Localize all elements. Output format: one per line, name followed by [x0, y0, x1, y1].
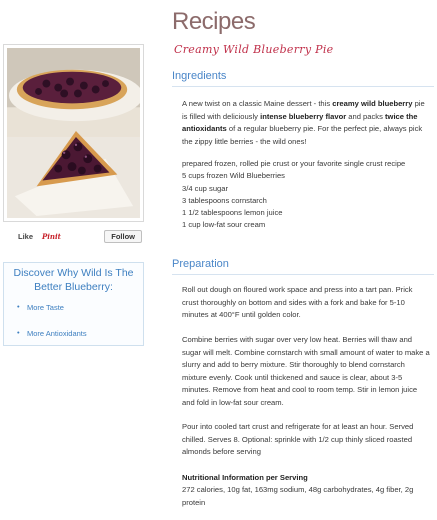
ingredient-item: 3/4 cup sugar: [182, 183, 229, 193]
link-more-taste[interactable]: • More Taste: [17, 303, 143, 312]
discover-panel: [3, 262, 144, 346]
preparation-step-1: Roll out dough on floured work space and press into a tart pan. Prick crust thoroughly on bottom and sides with a fork and bake for 5-10 minutes at 400°F until golden color.: [182, 285, 413, 319]
recipe-photo-frame: [3, 44, 144, 222]
discover-title: Discover Why Wild Is The Better Blueberry:: [13, 267, 134, 293]
ingredient-item: 3 tablespoons cornstarch: [182, 195, 267, 205]
ingredient-item: 1 1/2 tablespoons lemon juice: [182, 208, 283, 218]
ingredients-divider: [172, 86, 434, 87]
recipe-intro: A new twist on a classic Maine dessert - this creamy wild blueberry pie is filled with deliciously intense blueberry flavor and packs twice the antioxidants of a regular blueberry pie. For the perfect pie, always pick the zippy little berries - the wild ones!: [182, 99, 425, 146]
preparation-divider: [172, 274, 434, 275]
preparation-step-3: Pour into cooled tart crust and refrigerate for at least an hour. Served chilled. Serves 8. Optional: sprinkle with 1/2 cup thinly sliced roasted almonds before serving: [182, 422, 414, 456]
social-bar: [14, 230, 142, 244]
page-title: Recipes: [172, 8, 256, 35]
ingredients-heading: Ingredients: [172, 70, 227, 82]
nutrition-heading: Nutritional Information per Serving: [182, 473, 308, 482]
follow-button[interactable]: Follow: [104, 230, 142, 243]
like-button[interactable]: Like: [18, 232, 34, 241]
preparation-heading: Preparation: [172, 258, 229, 270]
preparation-step-2: Combine berries with sugar over very low heat. Berries will thaw and sugar will melt. Combine cornstarch with small amount of water to make a slurry and add to berry mixture. Stir thoroughly to blend cornstarch mixture evenly. Cook until thickened and sauce is clear, about 3-5 minutes. Remove from heat and cool to room temp. Stir in lemon juice and fold in low-fat sour cream.: [182, 335, 430, 407]
discover-links: [4, 303, 143, 338]
ingredient-item: 5 cups frozen Wild Blueberries: [182, 171, 285, 181]
link-more-antioxidants[interactable]: • More Antioxidants: [17, 329, 143, 338]
recipe-title: Creamy Wild Blueberry Pie: [174, 43, 334, 56]
pinit-button[interactable]: Pinit: [42, 232, 61, 241]
ingredients-list: [182, 158, 422, 232]
blueberry-pie-photo-icon: [7, 48, 140, 218]
ingredient-item: prepared frozen, rolled pie crust or your favorite single crust recipe: [182, 159, 406, 168]
nutrition-text: 272 calories, 10g fat, 163mg sodium, 48g carbohydrates, 4g fiber, 2g protein: [182, 485, 414, 507]
ingredient-item: 1 cup low-fat sour cream: [182, 220, 266, 230]
